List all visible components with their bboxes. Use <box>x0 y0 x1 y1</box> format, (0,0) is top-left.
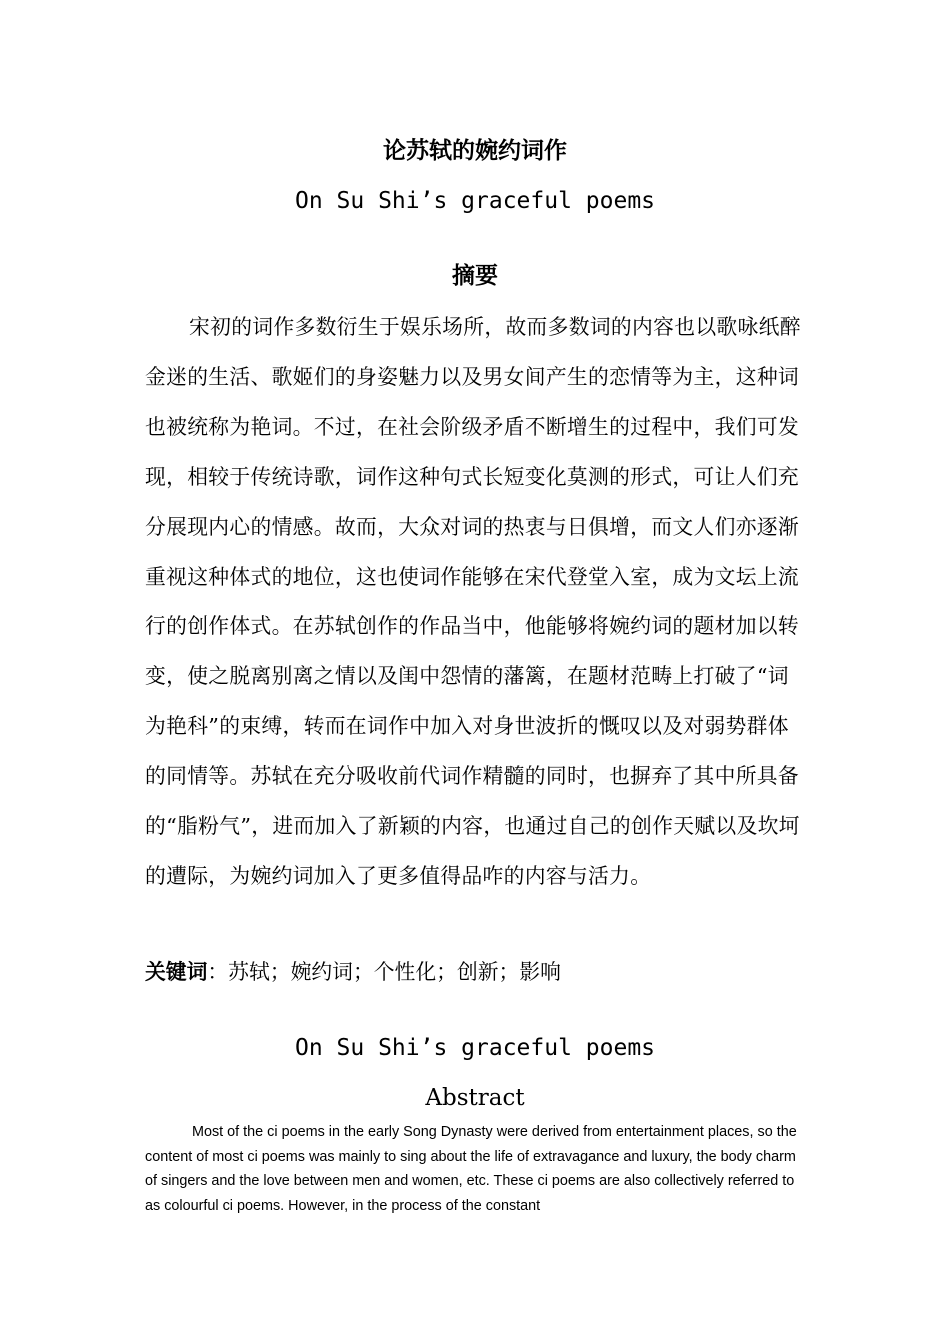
chinese-abstract-heading: 摘要 <box>452 263 498 289</box>
chinese-abstract-line: 够将婉约词的题材加以转变，使之脱离别离之情以及闺中怨情的藩 <box>145 614 800 689</box>
chinese-abstract-line: 入室，成为文坛上流行的创作体式。在苏轼创作的作品当中，他能 <box>145 564 800 639</box>
chinese-abstract-line: 入了更多值得品咋的内容与活力。 <box>334 863 652 888</box>
chinese-abstract-line: 对身世波折的慨叹以及对弱势群体的同情等。苏轼在充分吸收前代 <box>145 714 789 789</box>
chinese-abstract-line: 这种词也被统称为艳词。不过，在社会阶级矛盾不断增生的过程中， <box>145 364 800 439</box>
english-title: On Su Shi’s graceful poems <box>294 188 656 214</box>
english-abstract-heading: Abstract <box>425 1085 525 1111</box>
chinese-title: 论苏轼的婉约词作 <box>383 138 567 164</box>
english-abstract-body <box>145 1120 807 1218</box>
chinese-abstract-line: 宋初的词作多数衍生于娱乐场所，故而多数词的内容也以歌咏 <box>189 315 759 339</box>
chinese-abstract-line: 而文人们亦逐渐重视这种体式的地位，这也使词作能够在宋代登堂 <box>145 514 800 589</box>
english-abstract-line: Most of the ci poems in the early Song Dynasty were derived from entertainment places, <box>192 1124 754 1140</box>
chinese-abstract-line: 纸醉金迷的生活、歌姬们的身姿魅力以及男女间产生的恋情等为主， <box>145 315 801 389</box>
english-title-secondary: On Su Shi’s graceful poems <box>294 1035 656 1061</box>
keywords-text: ：苏轼；婉约词；个性化；创新；影响 <box>207 960 561 984</box>
chinese-abstract-line: 词作精髓的同时，也摒弃了其中所具备的“脂粉气”，进而加入了 <box>145 764 800 839</box>
chinese-abstract-line: 我们可发现，相较于传统诗歌，词作这种句式长短变化莫测的形式， <box>145 414 800 489</box>
chinese-abstract-line: 篱，在题材范畴上打破了“词为艳科”的束缚，转而在词作中加入 <box>145 664 789 739</box>
english-abstract-line: body charm of singers and the love between men and women, etc. These ci poems are also <box>145 1148 796 1190</box>
english-abstract-line: collectively referred to as colourful ci poems. However, in the process of the constant <box>145 1173 795 1214</box>
chinese-abstract-body <box>145 303 805 902</box>
english-abstract-line: so the content of most ci poems was mainly to sing about the life of extravagance and luxury, the <box>145 1124 797 1165</box>
chinese-abstract-line: 可让人们充分展现内心的情感。故而，大众对词的热衷与日俱增， <box>145 464 800 539</box>
chinese-abstract-line: 新颖的内容，也通过自己的创作天赋以及坎坷的遭际，为婉约词加 <box>145 814 800 888</box>
keywords-line <box>145 952 805 992</box>
keywords-label: 关键词 <box>145 960 208 984</box>
